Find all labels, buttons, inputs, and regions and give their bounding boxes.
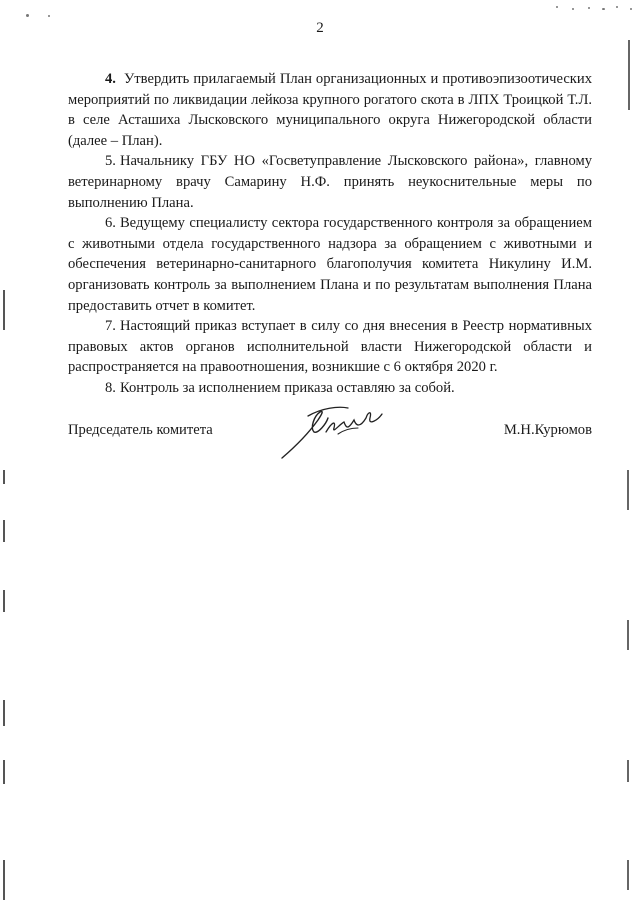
scan-edge-line: [3, 590, 5, 612]
paragraph-7: [68, 316, 592, 378]
scan-edge-line: [627, 860, 629, 890]
scan-edge-line: [628, 40, 630, 110]
paragraph-5: [68, 151, 592, 213]
paragraph-4: [68, 69, 592, 151]
scan-artifact: [26, 14, 29, 17]
signatory-position: Председатель комитета: [68, 422, 213, 438]
paragraph-number: 8.: [105, 379, 116, 396]
page-number: 2: [316, 20, 324, 36]
paragraph-text: Утвердить прилагаемый План организационных и противоэпизоотических мероприятий по ликвидации лейкоза крупного рогатого скота в ЛПХ Троицкой Т.Л. в селе Асташиха Лысковского муниципального округа Нижегородской области (далее – План).: [68, 71, 592, 149]
scan-edge-line: [3, 290, 5, 330]
paragraph-text: Настоящий приказ вступает в силу со дня внесения в Реестр нормативных правовых актов органов исполнительной власти Нижегородской области и распространяется на правоотношения, возникшие с 6 октября 2020 г.: [68, 318, 592, 376]
paragraph-6: [68, 213, 592, 316]
scan-edge-line: [3, 470, 5, 484]
scan-edge-line: [627, 620, 629, 650]
paragraph-number: 4.: [105, 71, 116, 87]
scan-edge-line: [3, 520, 5, 542]
scan-edge-line: [627, 760, 629, 782]
paragraph-text: Ведущему специалисту сектора государственного контроля за обращением с животными отдела государственного надзора за обращением с животными и обеспечения ветеринарно-санитарного благополучия комитета Никулину И.М. организовать контроль за выполнением Плана и по результатам выполнения Плана предоставить отчет в комитет.: [68, 215, 592, 314]
signatory-name: М.Н.Курюмов: [503, 422, 592, 438]
scan-edge-line: [627, 470, 629, 510]
scan-edge-line: [3, 860, 5, 900]
scan-artifact: [550, 0, 640, 16]
paragraph-number: 7.: [105, 318, 116, 335]
paragraph-number: 5.: [105, 153, 116, 170]
paragraph-text: Контроль за исполнением приказа оставляю за собой.: [119, 379, 455, 396]
document-body: [68, 69, 592, 399]
paragraph-8: [68, 378, 592, 399]
scan-artifact: [48, 15, 50, 17]
handwritten-signature: [278, 398, 398, 462]
paragraph-number: 6.: [105, 215, 116, 232]
paragraph-text: Начальнику ГБУ НО «Госветуправление Лысковского района», главному ветеринарному врачу Самарину Н.Ф. принять неукоснительные меры по выполнению Плана.: [68, 153, 592, 211]
scan-edge-line: [3, 760, 5, 784]
scan-edge-line: [3, 700, 5, 726]
